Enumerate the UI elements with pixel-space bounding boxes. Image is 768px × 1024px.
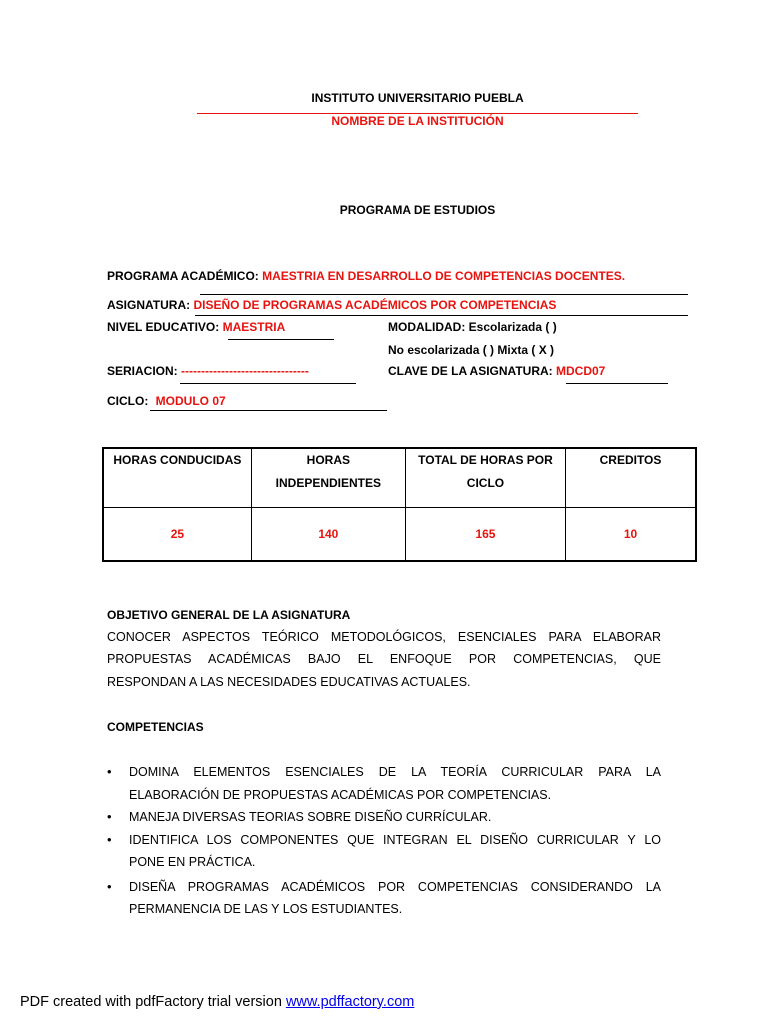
nivel-educativo-label: NIVEL EDUCATIVO: bbox=[107, 320, 220, 334]
header-horas-independientes bbox=[251, 448, 405, 508]
clave-label: CLAVE DE LA ASIGNATURA: bbox=[388, 364, 553, 378]
header-total-horas bbox=[405, 448, 565, 508]
nivel-educativo-field bbox=[107, 320, 285, 334]
institution-name: INSTITUTO UNIVERSITARIO PUEBLA bbox=[311, 91, 524, 105]
modalidad-line2: No escolarizada ( ) Mixta ( X ) bbox=[388, 343, 555, 357]
institution-caption: NOMBRE DE LA INSTITUCIÓN bbox=[331, 114, 504, 128]
header-horas-conducidas-text: HORAS CONDUCIDAS bbox=[113, 453, 242, 467]
seriacion-underline bbox=[180, 383, 356, 384]
seriacion-value: -------------------------------- bbox=[181, 364, 309, 378]
bullet-3: • bbox=[107, 832, 112, 847]
header-total-horas-line1: TOTAL DE HORAS POR bbox=[418, 453, 553, 467]
ciclo-underline bbox=[150, 410, 387, 411]
hours-table-values-row bbox=[103, 508, 696, 562]
header-creditos bbox=[566, 448, 696, 508]
nivel-underline bbox=[228, 339, 334, 340]
modalidad-line1: MODALIDAD: Escolarizada ( ) bbox=[388, 320, 557, 334]
bullet-2: • bbox=[107, 809, 112, 824]
value-horas-independientes: 140 bbox=[251, 508, 405, 562]
value-creditos: 10 bbox=[566, 508, 696, 562]
value-total-horas: 165 bbox=[405, 508, 565, 562]
asignatura-field bbox=[107, 298, 556, 312]
programa-academico-field bbox=[107, 269, 625, 283]
asignatura-label: ASIGNATURA: bbox=[107, 298, 191, 312]
bullet-1: • bbox=[107, 764, 112, 779]
objetivo-line-2: PROPUESTAS ACADÉMICAS BAJO EL ENFOQUE POR COMPETENCIAS, QUE bbox=[107, 652, 661, 666]
programa-underline bbox=[200, 294, 688, 295]
seriacion-label: SERIACION: bbox=[107, 364, 178, 378]
programa-academico-label: PROGRAMA ACADÉMICO: bbox=[107, 269, 259, 283]
ciclo-field bbox=[107, 394, 226, 408]
ciclo-value: MODULO 07 bbox=[155, 394, 226, 408]
hours-table-header-row bbox=[103, 448, 696, 508]
document-title: PROGRAMA DE ESTUDIOS bbox=[339, 203, 496, 217]
clave-underline bbox=[566, 383, 668, 384]
bullet-4: • bbox=[107, 879, 112, 894]
header-horas-independientes-line2: INDEPENDIENTES bbox=[275, 476, 382, 490]
objetivo-line-1: CONOCER ASPECTOS TEÓRICO METODOLÓGICOS, ESENCIALES PARA ELABORAR bbox=[107, 630, 661, 644]
clave-field bbox=[388, 364, 605, 378]
competencia-3-line-1: IDENTIFICA LOS COMPONENTES QUE INTEGRAN EL DISEÑO CURRICULAR Y LO bbox=[129, 833, 661, 847]
competencia-4-line-1: DISEÑA PROGRAMAS ACADÉMICOS POR COMPETENCIAS CONSIDERANDO LA bbox=[129, 880, 661, 894]
objetivo-heading: OBJETIVO GENERAL DE LA ASIGNATURA bbox=[107, 608, 351, 622]
ciclo-label: CICLO: bbox=[107, 394, 149, 408]
asignatura-underline bbox=[195, 315, 688, 316]
competencia-3-line-2: PONE EN PRÁCTICA. bbox=[129, 855, 256, 869]
competencia-2-line-1: MANEJA DIVERSAS TEORIAS SOBRE DISEÑO CURRÍCULAR. bbox=[129, 810, 492, 824]
footer-text: PDF created with pdfFactory trial version bbox=[20, 994, 282, 1010]
programa-academico-value: MAESTRIA EN DESARROLLO DE COMPETENCIAS DOCENTES. bbox=[262, 269, 626, 283]
clave-value: MDCD07 bbox=[556, 364, 606, 378]
header-horas-conducidas bbox=[103, 448, 251, 508]
competencia-1-line-2: ELABORACIÓN DE PROPUESTAS ACADÉMICAS POR COMPETENCIAS. bbox=[129, 788, 552, 802]
header-total-horas-line2: CICLO bbox=[466, 476, 505, 490]
nivel-educativo-value: MAESTRIA bbox=[222, 320, 286, 334]
footer-link[interactable]: www.pdffactory.com bbox=[285, 994, 415, 1010]
hours-table bbox=[102, 447, 697, 562]
competencia-4-line-2: PERMANENCIA DE LAS Y LOS ESTUDIANTES. bbox=[129, 902, 403, 916]
competencias-heading: COMPETENCIAS bbox=[107, 720, 204, 734]
header-creditos-text: CREDITOS bbox=[599, 453, 662, 467]
header-horas-independientes-line1: HORAS bbox=[306, 453, 350, 467]
pdf-footer bbox=[20, 994, 414, 1010]
competencia-1-line-1: DOMINA ELEMENTOS ESENCIALES DE LA TEORÍA CURRICULAR PARA LA bbox=[129, 765, 661, 779]
value-horas-conducidas: 25 bbox=[103, 508, 251, 562]
asignatura-value: DISEÑO DE PROGRAMAS ACADÉMICOS POR COMPETENCIAS bbox=[193, 298, 557, 312]
objetivo-line-3: RESPONDAN A LAS NECESIDADES EDUCATIVAS ACTUALES. bbox=[107, 675, 471, 689]
seriacion-field bbox=[107, 364, 309, 378]
